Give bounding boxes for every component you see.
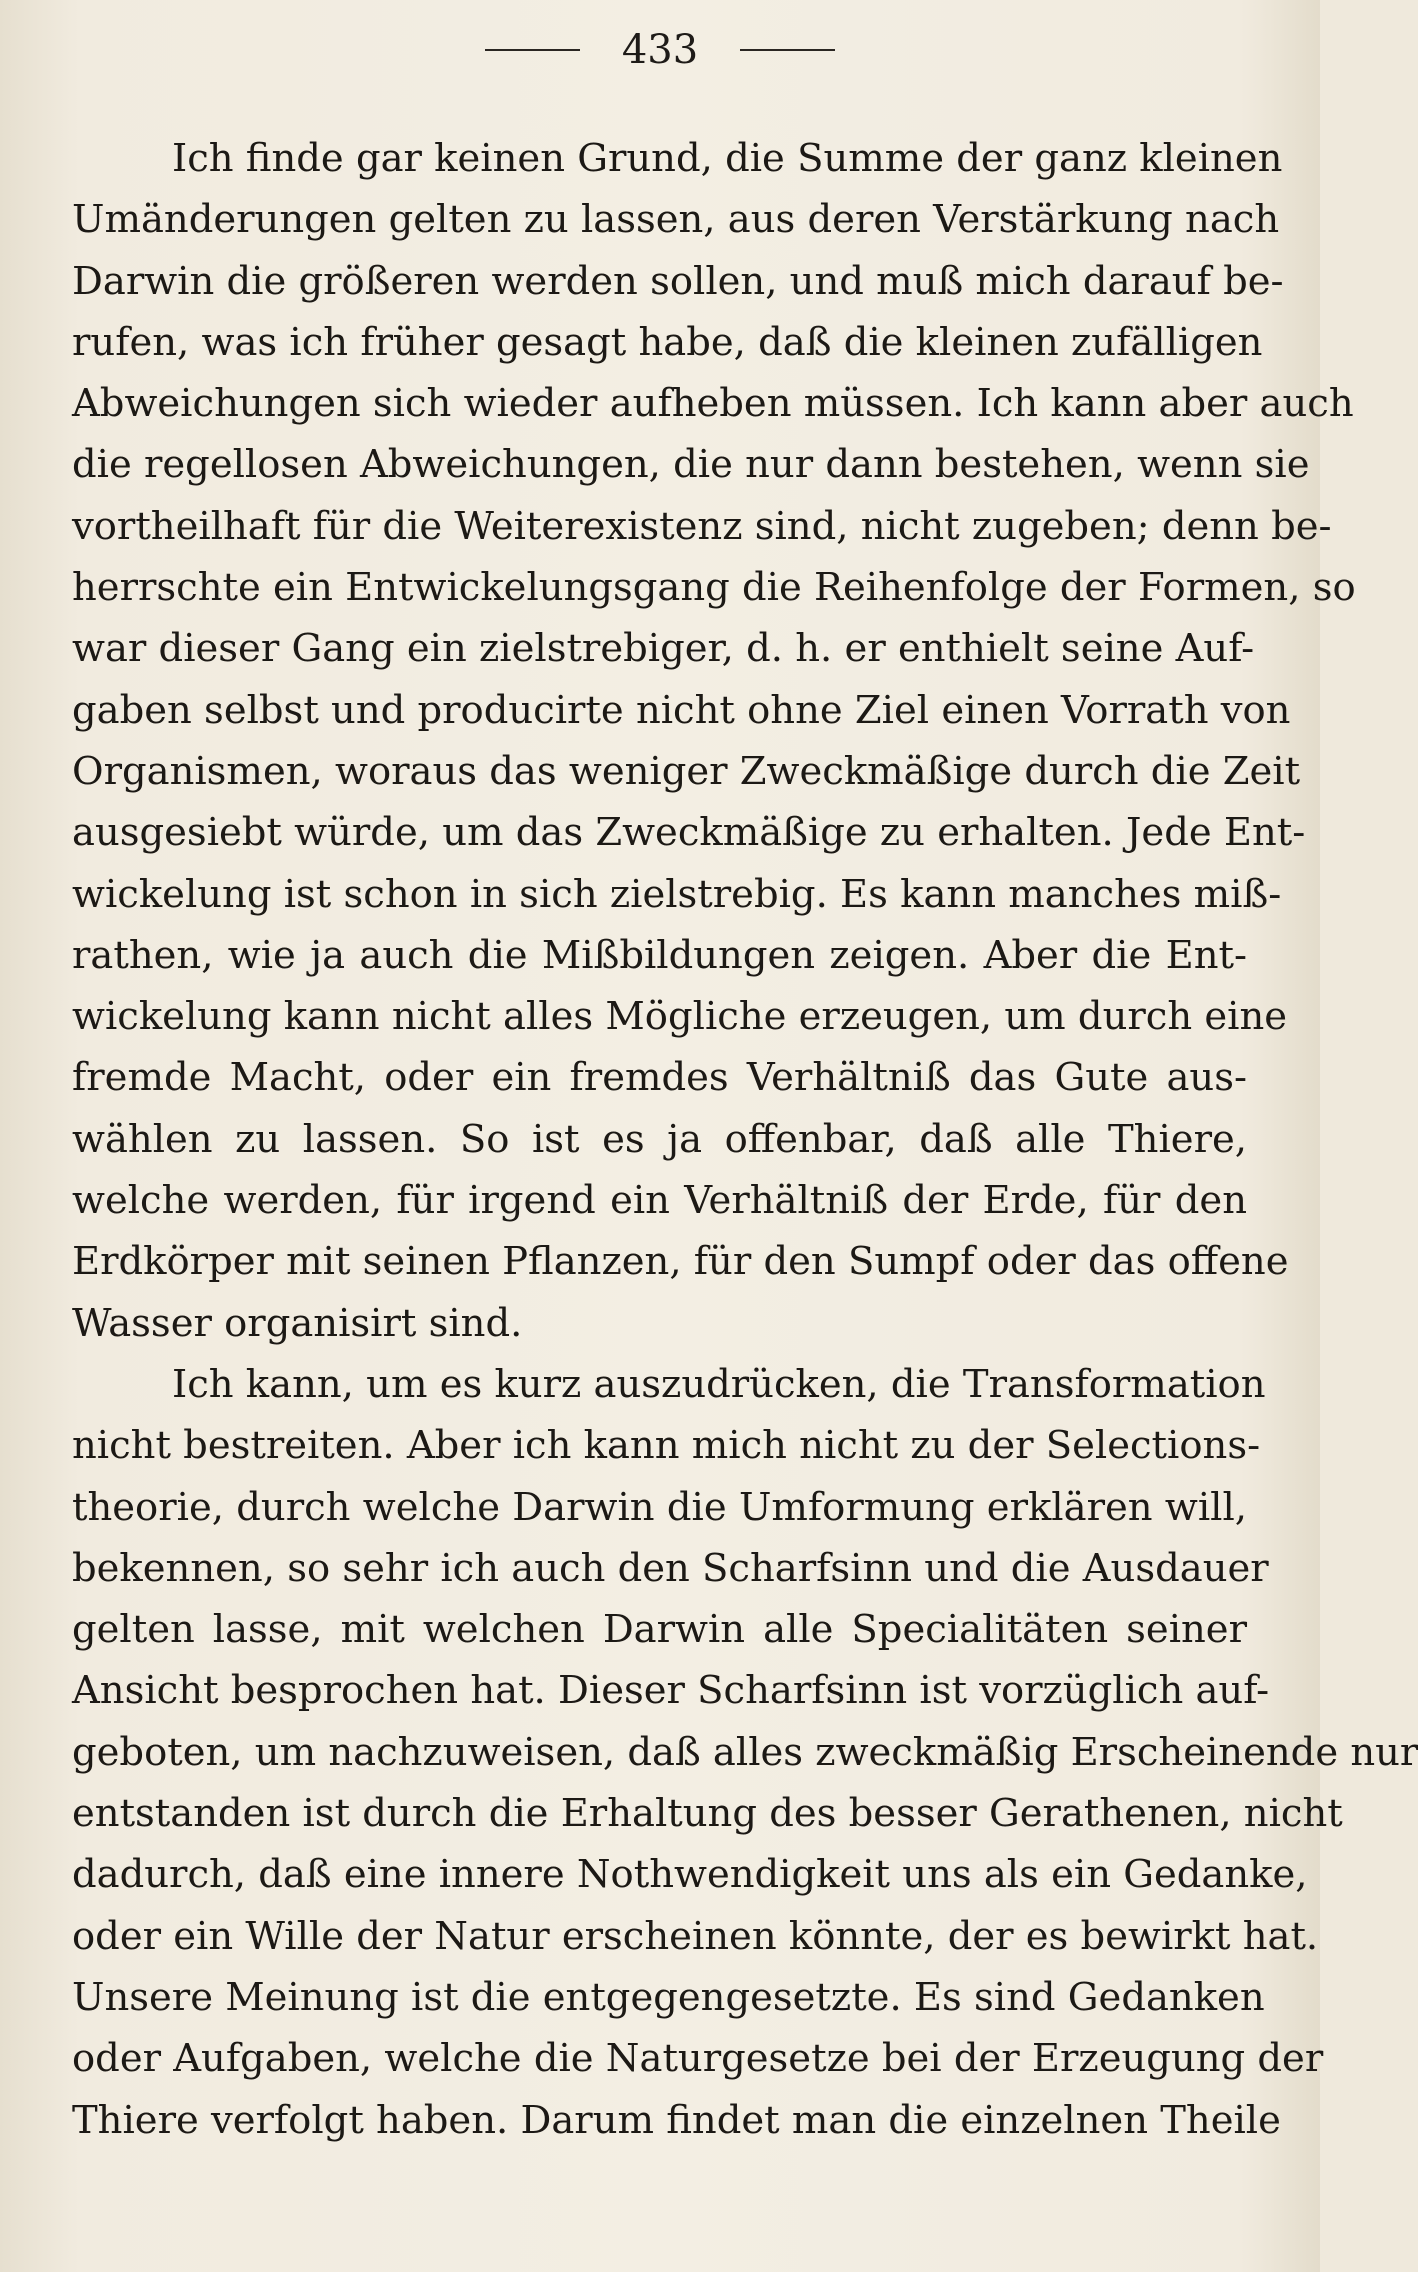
text-line: Organismen, woraus das weniger Zweckmäßige durch die Zeit	[72, 748, 1301, 794]
text-line: fremde Macht, oder ein fremdes Verhältniß das Gute aus-	[72, 1055, 1247, 1101]
text-line: Darwin die größeren werden sollen, und muß mich darauf be-	[72, 258, 1284, 304]
body-text	[72, 128, 1418, 2151]
text-line: dadurch, daß eine innere Nothwendigkeit uns als ein Gedanke,	[72, 1852, 1308, 1898]
paragraph-1	[72, 128, 1356, 1354]
text-line: war dieser Gang ein zielstrebiger, d. h. er enthielt seine Auf-	[72, 626, 1255, 672]
text-line: welche werden, für irgend ein Verhältniß der Erde, für den	[72, 1178, 1247, 1224]
text-line: rathen, wie ja auch die Mißbildungen zeigen. Aber die Ent-	[72, 932, 1247, 978]
paragraph-2	[72, 1354, 1418, 2151]
text-line: ausgesiebt würde, um das Zweckmäßige zu erhalten. Jede Ent-	[72, 810, 1306, 856]
text-line: wählen zu lassen. So ist es ja offenbar, daß alle Thiere,	[72, 1116, 1247, 1162]
header-rule-right	[740, 49, 835, 51]
text-line: Unsere Meinung ist die entgegengesetzte. Es sind Gedanken	[72, 1974, 1265, 2020]
text-line: bekennen, so sehr ich auch den Scharfsinn und die Ausdauer	[72, 1545, 1269, 1591]
text-line: Ich kann, um es kurz auszudrücken, die Transformation	[172, 1361, 1266, 1407]
page-header	[0, 22, 1320, 78]
page-number: 433	[621, 27, 699, 73]
header-rule-left	[485, 49, 580, 51]
text-line: Abweichungen sich wieder aufheben müssen. Ich kann aber auch	[72, 381, 1354, 427]
text-line: Wasser organisirt sind.	[72, 1300, 523, 1346]
text-line: Ansicht besprochen hat. Dieser Scharfsinn ist vorzüglich auf-	[72, 1668, 1270, 1714]
text-line: gelten lasse, mit welchen Darwin alle Specialitäten seiner	[72, 1607, 1247, 1653]
text-line: Thiere verfolgt haben. Darum findet man die einzelnen Theile	[72, 2097, 1281, 2143]
text-line: wickelung ist schon in sich zielstrebig. Es kann manches miß-	[72, 871, 1282, 917]
text-line: die regellosen Abweichungen, die nur dann bestehen, wenn sie	[72, 442, 1310, 488]
text-line: vortheilhaft für die Weiterexistenz sind, nicht zugeben; denn be-	[72, 503, 1332, 549]
text-line: entstanden ist durch die Erhaltung des besser Gerathenen, nicht	[72, 1791, 1343, 1837]
text-line: Ich finde gar keinen Grund, die Summe der ganz kleinen	[172, 136, 1283, 181]
text-line: rufen, was ich früher gesagt habe, daß die kleinen zufälligen	[72, 319, 1263, 365]
text-line: wickelung kann nicht alles Mögliche erzeugen, um durch eine	[72, 994, 1288, 1040]
text-line: oder Aufgaben, welche die Naturgesetze bei der Erzeugung der	[72, 2036, 1324, 2082]
text-line: Erdkörper mit seinen Pflanzen, für den Sumpf oder das offene	[72, 1239, 1289, 1285]
text-line: Umänderungen gelten zu lassen, aus deren Verstärkung nach	[72, 197, 1280, 243]
text-line: gaben selbst und producirte nicht ohne Ziel einen Vorrath von	[72, 687, 1291, 733]
text-line: herrschte ein Entwickelungsgang die Reihenfolge der Formen, so	[72, 565, 1356, 611]
text-line: nicht bestreiten. Aber ich kann mich nicht zu der Selections-	[72, 1423, 1261, 1469]
text-line: theorie, durch welche Darwin die Umformung erklären will,	[72, 1484, 1247, 1530]
text-line: geboten, um nachzuweisen, daß alles zweckmäßig Erscheinende nur	[72, 1729, 1418, 1775]
text-line: oder ein Wille der Natur erscheinen könnte, der es bewirkt hat.	[72, 1913, 1319, 1959]
